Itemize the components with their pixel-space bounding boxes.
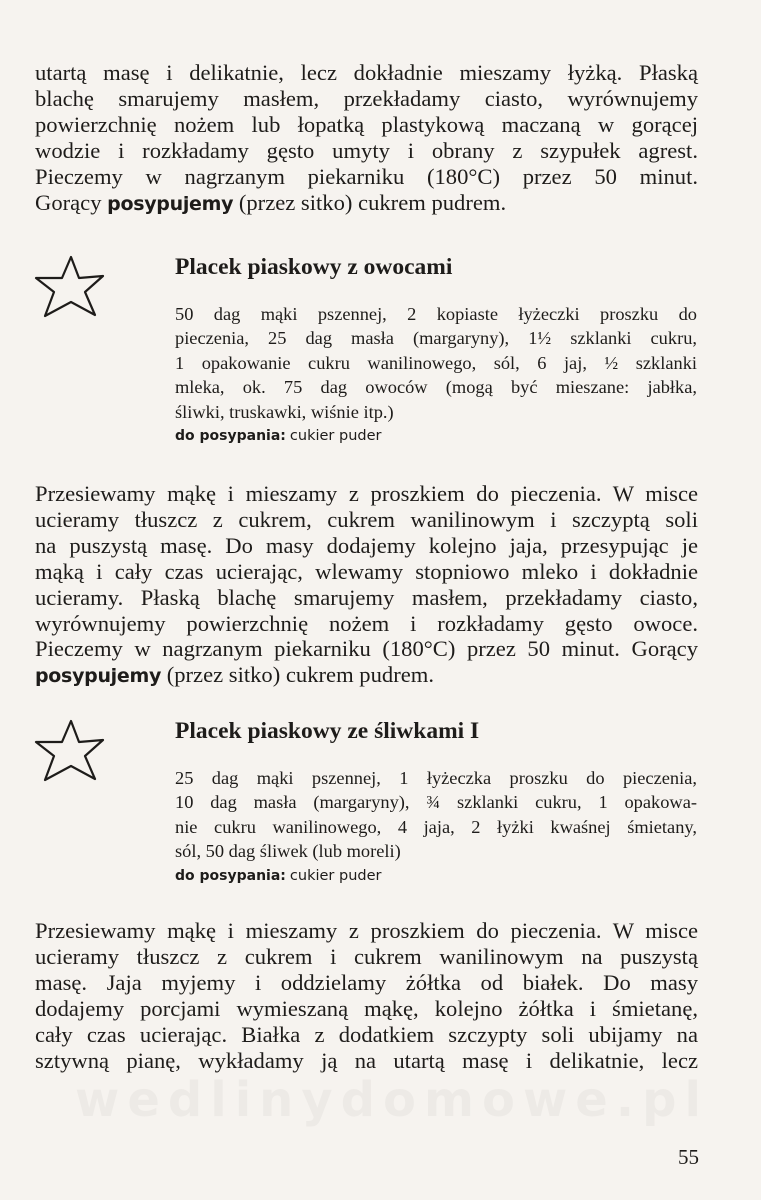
text-line: ucieramy tłuszcz z cukrem i cukrem wanilinowym na puszystą: [35, 943, 698, 969]
star-icon: [33, 254, 105, 320]
ingredient-line: 1 opakowanie cukru wanilinowego, sól, 6 jaj, ½ szklanki: [175, 352, 697, 373]
garnish-label: do posypania:: [175, 428, 286, 445]
text-line: cały czas ucierając. Białka z dodatkiem szczypty soli ubijamy na: [35, 1021, 698, 1047]
ingredient-line: sól, 50 dag śliwek (lub moreli): [175, 841, 401, 862]
ingredient-line: śliwki, truskawki, wiśnie itp.): [175, 401, 394, 422]
bold-term: posypujemy: [35, 665, 162, 688]
ingredients-list: [175, 302, 697, 448]
bold-term: posypujemy: [107, 192, 234, 215]
text-line: wyrównujemy powierzchnię nożem i rozkładamy gęsto owoce.: [35, 610, 698, 636]
intro-paragraph: [35, 60, 698, 217]
text-line: ucieramy tłuszcz z cukrem, cukrem wanilinowym i szczyptą soli: [35, 506, 698, 532]
text-line: powierzchnię nożem lub łopatką plastykową maczaną w gorącej: [35, 111, 698, 137]
ingredient-line: 50 dag mąki pszennej, 2 kopiaste łyżeczki proszku do: [175, 304, 697, 324]
recipe-title: Placek piaskowy z owocami: [175, 254, 453, 280]
ingredients-list: [175, 766, 697, 888]
text-line: masę. Jaja myjemy i oddzielamy żółtka od białek. Do masy: [35, 969, 698, 995]
method-paragraph: [35, 918, 698, 1073]
ingredient-line: 10 dag masła (margaryny), ¾ szklanki cukru, 1 opakowa-: [175, 792, 697, 813]
text-line: sztywną pianę, wykładamy ją na utartą masę i delikatnie, lecz: [35, 1047, 698, 1073]
text-line: Przesiewamy mąkę i mieszamy z proszkiem do pieczenia. W misce: [35, 918, 698, 943]
method-paragraph: [35, 481, 698, 690]
text-run: (przez sitko) cukrem pudrem.: [233, 189, 507, 215]
garnish-label: do posypania:: [175, 867, 286, 884]
ingredient-line: pieczenia, 25 dag masła (margaryny), 1½ szklanki cukru,: [175, 328, 697, 349]
watermark: [75, 1072, 709, 1128]
recipe-title: Placek piaskowy ze śliwkami I: [175, 718, 480, 744]
text-line: blachę smarujemy masłem, przekładamy ciasto, wyrównujemy: [35, 85, 698, 111]
text-line: dodajemy porcjami wymieszaną mąkę, kolejno żółtka i śmietanę,: [35, 995, 698, 1021]
garnish-line: [175, 864, 697, 888]
text-line: Przesiewamy mąkę i mieszamy z proszkiem do pieczenia. W misce: [35, 481, 698, 506]
text-line: utartą masę i delikatnie, lecz dokładnie mieszamy łyżką. Płaską: [35, 60, 698, 85]
garnish-value: cukier puder: [289, 867, 382, 884]
text-line: wodzie i rozkładamy gęsto umyty i obrany z szypułek agrest.: [35, 137, 698, 163]
text-line: ucieramy. Płaską blachę smarujemy masłem, przekładamy ciasto,: [35, 584, 698, 610]
ingredient-line: mleka, ok. 75 dag owoców (mogą być mieszane: jabłka,: [175, 377, 697, 398]
text-line: [35, 662, 698, 690]
star-icon: [33, 718, 105, 784]
garnish-line: [175, 424, 697, 448]
text-line: Pieczemy w nagrzanym piekarniku (180°C) przez 50 minut. Gorący: [35, 636, 698, 662]
page-number: 55: [678, 1145, 699, 1169]
text-line: [35, 190, 698, 218]
garnish-value: cukier puder: [289, 428, 382, 445]
text-line: na puszystą masę. Do masy dodajemy kolejno jaja, przesypując je: [35, 532, 698, 558]
text-run: Gorący: [35, 189, 108, 215]
ingredient-line: nie cukru wanilinowego, 4 jaja, 2 łyżki kwaśnej śmietany,: [175, 816, 697, 837]
text-run: (przez sitko) cukrem pudrem.: [161, 662, 434, 688]
text-line: mąką i cały czas ucierając, wlewamy stopniowo mleko i dokładnie: [35, 558, 698, 584]
text-line: Pieczemy w nagrzanym piekarniku (180°C) przez 50 minut.: [35, 163, 698, 189]
ingredient-line: 25 dag mąki pszennej, 1 łyżeczka proszku do pieczenia,: [175, 768, 697, 788]
